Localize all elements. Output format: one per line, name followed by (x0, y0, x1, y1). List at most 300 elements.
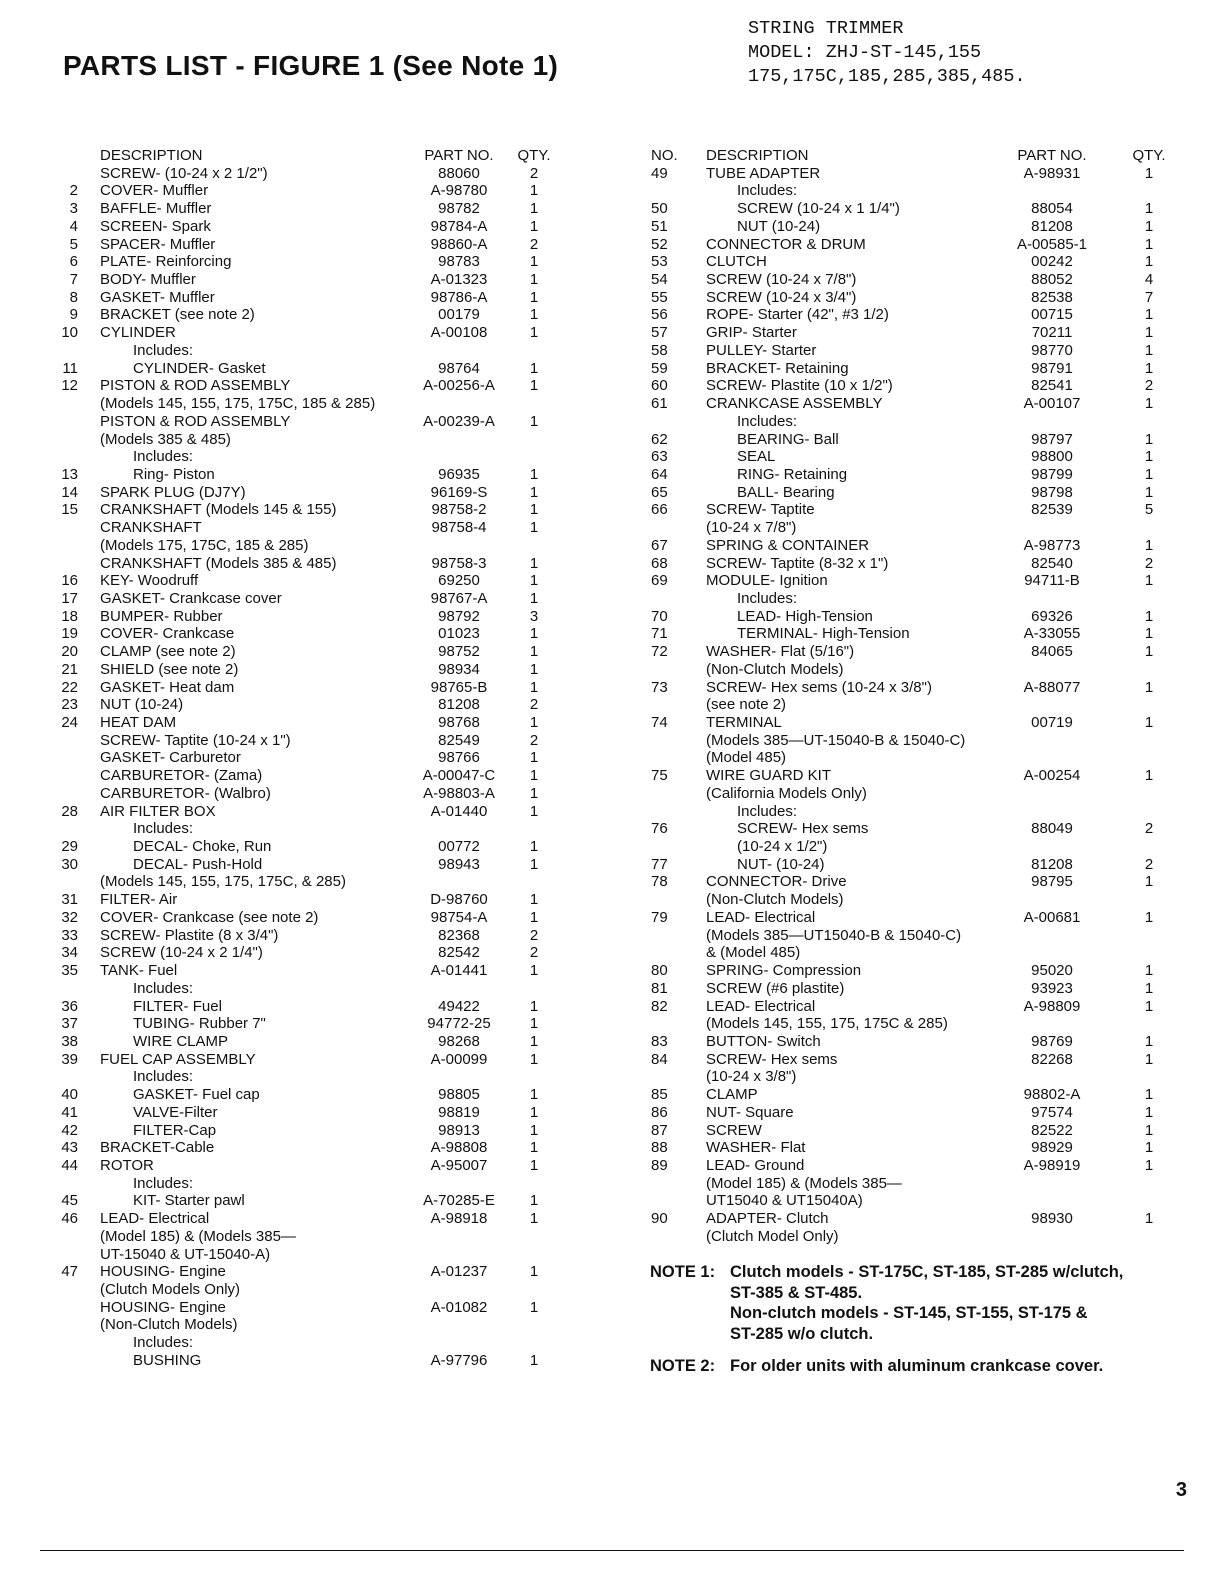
item-description: COVER- Crankcase (see note 2) (100, 908, 319, 926)
table-row (651, 838, 1191, 856)
part-number: A-00047-C (422, 767, 496, 785)
part-number: D-98760 (430, 891, 488, 909)
part-number: 98758-3 (431, 554, 487, 572)
table-row (56, 927, 576, 945)
part-number: A-98780 (430, 182, 488, 200)
table-row (56, 820, 576, 838)
table-row (56, 1192, 576, 1210)
part-number: 98799 (1031, 465, 1073, 483)
part-number: 98934 (438, 660, 480, 678)
part-number: 98764 (438, 359, 480, 377)
item-description: WASHER- Flat (5/16") (706, 643, 855, 661)
quantity: 1 (529, 1103, 539, 1121)
item-number: 83 (651, 1032, 668, 1050)
header-description: DESCRIPTION (706, 147, 809, 164)
table-row (651, 1086, 1191, 1104)
part-number: 98770 (1031, 341, 1073, 359)
quantity: 1 (529, 288, 539, 306)
note-line: ST-285 w/o clutch. (730, 1324, 874, 1343)
quantity: 1 (529, 838, 539, 856)
table-row (651, 200, 1191, 218)
quantity: 1 (529, 1351, 539, 1369)
table-row (56, 377, 576, 395)
item-description: Includes: (133, 1068, 194, 1086)
part-number: 88054 (1031, 200, 1073, 218)
item-description: NUT (10-24) (737, 217, 821, 235)
item-description: PISTON & ROD ASSEMBLY (100, 412, 291, 430)
table-row (56, 1334, 576, 1352)
table-row (56, 519, 576, 537)
item-description: (10-24 x 7/8") (706, 519, 797, 537)
item-description: UT-15040 & UT-15040-A) (100, 1245, 271, 1263)
quantity: 2 (1144, 855, 1154, 873)
part-number: 93923 (1031, 979, 1073, 997)
part-number: 98797 (1031, 430, 1073, 448)
item-number: 51 (651, 217, 668, 235)
item-number: 44 (61, 1156, 78, 1174)
part-number: 98795 (1031, 873, 1073, 891)
item-number: 90 (651, 1210, 668, 1228)
item-description: SCREW- Taptite (8-32 x 1") (706, 554, 889, 572)
item-number: 54 (651, 271, 668, 289)
part-number: 00719 (1031, 714, 1073, 731)
table-row (56, 891, 576, 909)
item-description: GASKET- Carburetor (100, 749, 241, 767)
item-number: 29 (61, 838, 78, 856)
part-number: 98784-A (430, 217, 488, 235)
item-description: BRACKET-Cable (100, 1139, 215, 1157)
part-number: 98754-A (430, 908, 488, 926)
quantity: 4 (1144, 271, 1154, 289)
quantity: 1 (1144, 1086, 1154, 1104)
item-description: SCREW (706, 1121, 762, 1139)
item-number: 78 (651, 873, 668, 891)
item-number: 87 (651, 1121, 668, 1139)
quantity: 1 (529, 855, 539, 873)
part-number: A-01441 (430, 962, 488, 980)
quantity: 1 (529, 377, 539, 395)
part-number: 96935 (438, 465, 480, 483)
item-description: (Non-Clutch Models) (100, 1316, 238, 1334)
item-description: SCREW- Hex sems (706, 1050, 838, 1068)
table-row (651, 1015, 1191, 1033)
item-description: BAFFLE- Muffler (100, 200, 212, 218)
item-description: Includes: (133, 1334, 194, 1352)
item-description: SEAL (737, 448, 776, 466)
quantity: 1 (529, 643, 539, 661)
table-row (56, 1157, 576, 1175)
part-number: 82541 (1031, 377, 1073, 395)
item-description: BALL- Bearing (737, 483, 835, 501)
table-row (56, 1139, 576, 1157)
item-description: KIT- Starter pawl (133, 1192, 245, 1210)
item-description: BUTTON- Switch (706, 1032, 821, 1050)
quantity: 1 (529, 997, 539, 1015)
table-row (651, 182, 1191, 200)
table-row (56, 431, 576, 449)
quantity: 2 (529, 696, 539, 714)
item-description: (Clutch Model Only) (706, 1227, 839, 1245)
item-number: 71 (651, 625, 668, 643)
item-description: BODY- Muffler (100, 271, 196, 289)
quantity: 1 (529, 200, 539, 218)
quantity: 1 (529, 714, 539, 731)
item-description: Includes: (133, 979, 194, 997)
note-label: NOTE 1: (650, 1263, 716, 1281)
item-number: 4 (69, 217, 78, 235)
table-row (651, 927, 1191, 945)
part-number: 84065 (1031, 643, 1073, 661)
part-number: 98769 (1031, 1032, 1073, 1050)
header-description: DESCRIPTION (100, 147, 203, 164)
item-description: RING- Retaining (737, 465, 848, 483)
table-row (651, 537, 1191, 555)
part-number: 81208 (438, 696, 480, 714)
parts-table-left (56, 147, 576, 1370)
quantity: 2 (529, 235, 539, 253)
item-description: (10-24 x 1/2") (737, 838, 828, 856)
item-number: 59 (651, 359, 668, 377)
table-row (651, 767, 1191, 785)
item-number: 57 (651, 324, 668, 342)
table-row (651, 360, 1191, 378)
table-row (56, 360, 576, 378)
part-number: A-98809 (1023, 997, 1081, 1015)
part-number: 98268 (438, 1032, 480, 1050)
part-number: 98860-A (430, 235, 488, 253)
table-row (56, 555, 576, 573)
quantity: 1 (529, 554, 539, 572)
quantity: 1 (1144, 253, 1154, 271)
part-number: 00715 (1031, 306, 1073, 324)
table-row (56, 1033, 576, 1051)
quantity: 2 (529, 164, 539, 182)
item-description: Includes: (737, 412, 798, 430)
part-number: A-88077 (1023, 678, 1081, 696)
item-number: 56 (651, 306, 668, 324)
item-number: 61 (651, 395, 668, 413)
item-description: FILTER-Cap (133, 1121, 217, 1139)
part-number: A-00107 (1023, 395, 1081, 413)
part-number: A-00254 (1023, 767, 1081, 785)
table-row (651, 856, 1191, 874)
table-row (56, 572, 576, 590)
table-row (651, 236, 1191, 254)
quantity: 1 (1144, 1103, 1154, 1121)
part-number: A-98919 (1023, 1156, 1081, 1174)
model-line: MODEL: ZHJ-ST-145,155 (748, 42, 982, 63)
item-description: (Models 145, 155, 175, 175C, 185 & 285) (100, 395, 376, 413)
item-description: ADAPTER- Clutch (706, 1210, 829, 1228)
quantity: 1 (529, 1298, 539, 1316)
part-number: 81208 (1031, 217, 1073, 235)
table-row (56, 413, 576, 431)
table-row (651, 608, 1191, 626)
table-row (651, 466, 1191, 484)
note-line: For older units with aluminum crankcase cover. (730, 1357, 1104, 1375)
part-number: 98929 (1031, 1139, 1073, 1157)
table-row (56, 962, 576, 980)
part-number: A-98918 (430, 1210, 488, 1228)
quantity: 1 (529, 483, 539, 501)
page-title: PARTS LIST - FIGURE 1 (See Note 1) (63, 50, 559, 81)
table-row (651, 661, 1191, 679)
part-number: 98791 (1031, 359, 1073, 377)
table-row (651, 998, 1191, 1016)
quantity: 1 (1144, 1210, 1154, 1228)
quantity: 1 (529, 324, 539, 342)
item-description: SPRING- Compression (706, 962, 862, 980)
part-number: 82542 (438, 944, 480, 962)
item-description: BRACKET- Retaining (706, 359, 849, 377)
part-number: 82539 (1031, 501, 1073, 519)
item-number: 21 (61, 660, 78, 678)
part-number: A-01082 (430, 1298, 488, 1316)
header-qty: QTY. (517, 147, 551, 164)
table-row (651, 484, 1191, 502)
item-description: DECAL- Choke, Run (133, 838, 272, 856)
item-description: GRIP- Starter (706, 324, 797, 342)
item-description: HOUSING- Engine (100, 1298, 226, 1316)
item-number: 28 (61, 802, 78, 820)
item-description: & (Model 485) (706, 944, 801, 962)
quantity: 5 (1144, 501, 1154, 519)
part-number: 82268 (1031, 1050, 1073, 1068)
part-number: 96169-S (430, 483, 488, 501)
note-1 (650, 1262, 1123, 1344)
item-description: GASKET- Heat dam (100, 678, 235, 696)
notes-section (650, 1262, 1123, 1389)
table-row (56, 395, 576, 413)
table-row (651, 342, 1191, 360)
quantity: 1 (1144, 607, 1154, 625)
item-description: TANK- Fuel (100, 962, 178, 980)
table-row (56, 873, 576, 891)
item-number: 42 (61, 1121, 78, 1139)
part-number: 01023 (438, 625, 480, 643)
item-description: HOUSING- Engine (100, 1263, 226, 1281)
item-description: FUEL CAP ASSEMBLY (100, 1050, 256, 1068)
quantity: 1 (529, 625, 539, 643)
table-row (651, 1157, 1191, 1175)
table-row (651, 643, 1191, 661)
table-row (56, 944, 576, 962)
item-description: SPARK PLUG (DJ7Y) (100, 483, 246, 501)
quantity: 3 (529, 607, 539, 625)
item-description: UT15040 & UT15040A) (706, 1192, 863, 1210)
item-description: CRANKCASE ASSEMBLY (706, 395, 883, 413)
part-number: 98819 (438, 1103, 480, 1121)
item-description: DECAL- Push-Hold (133, 855, 263, 873)
item-number: 13 (61, 465, 78, 483)
table-row (651, 1033, 1191, 1051)
part-number: 88049 (1031, 820, 1073, 838)
table-row (56, 590, 576, 608)
part-number: 82549 (438, 731, 480, 749)
table-row (651, 732, 1191, 750)
quantity: 1 (1144, 625, 1154, 643)
quantity: 1 (1144, 678, 1154, 696)
quantity: 1 (529, 908, 539, 926)
item-number: 24 (61, 714, 78, 731)
item-description: SCREW- Taptite (10-24 x 1") (100, 731, 291, 749)
model-line: STRING TRIMMER (748, 18, 904, 39)
quantity: 1 (1144, 306, 1154, 324)
header-part-no: PART NO. (1017, 147, 1087, 164)
table-row (651, 1210, 1191, 1228)
item-description: LEAD- Electrical (706, 997, 816, 1015)
table-row (651, 413, 1191, 431)
part-number: A-00681 (1023, 908, 1081, 926)
table-row (56, 253, 576, 271)
table-row (56, 1352, 576, 1370)
item-number: 80 (651, 962, 668, 980)
item-number: 64 (651, 465, 668, 483)
item-description: (Non-Clutch Models) (706, 891, 844, 909)
table-row (651, 165, 1191, 183)
quantity: 1 (1144, 483, 1154, 501)
quantity: 1 (529, 1015, 539, 1033)
table-row (651, 555, 1191, 573)
part-number: 98943 (438, 855, 480, 873)
table-header (651, 147, 1191, 165)
item-number: 58 (651, 341, 668, 359)
item-description: CYLINDER (100, 324, 176, 342)
table-row (651, 625, 1191, 643)
quantity: 1 (529, 1192, 539, 1210)
note-2 (650, 1356, 1123, 1377)
part-number: 98798 (1031, 483, 1073, 501)
table-row (56, 537, 576, 555)
part-number: 98766 (438, 749, 480, 767)
quantity: 2 (1144, 377, 1154, 395)
item-description: LEAD- Electrical (706, 908, 816, 926)
item-description: (Models 175, 175C, 185 & 285) (100, 536, 309, 554)
header-no: NO. (651, 147, 678, 164)
quantity: 1 (1144, 962, 1154, 980)
table-row (56, 324, 576, 342)
table-row (651, 1228, 1191, 1246)
quantity: 1 (529, 802, 539, 820)
item-number: 72 (651, 643, 668, 661)
table-row (56, 218, 576, 236)
quantity: 1 (529, 501, 539, 519)
quantity: 1 (529, 412, 539, 430)
item-number: 39 (61, 1050, 78, 1068)
item-number: 70 (651, 607, 668, 625)
table-row (56, 1068, 576, 1086)
quantity: 1 (1144, 395, 1154, 413)
item-description: CRANKSHAFT (Models 145 & 155) (100, 501, 337, 519)
item-number: 74 (651, 714, 668, 731)
table-row (651, 1068, 1191, 1086)
item-description: (Clutch Models Only) (100, 1281, 241, 1298)
table-row (651, 1104, 1191, 1122)
quantity: 1 (1144, 1139, 1154, 1157)
table-row (56, 1246, 576, 1264)
part-number: A-98931 (1023, 164, 1081, 182)
table-row (651, 1192, 1191, 1210)
item-description: WASHER- Flat (706, 1139, 806, 1157)
item-number: 73 (651, 678, 668, 696)
table-header (56, 147, 576, 165)
part-number: 98758-4 (431, 519, 487, 537)
item-description: LEAD- Electrical (100, 1210, 210, 1228)
item-description: SCREW (#6 plastite) (706, 979, 845, 997)
table-row (56, 501, 576, 519)
item-description: FILTER- Fuel (133, 997, 222, 1015)
part-number: 98930 (1031, 1210, 1073, 1228)
table-row (56, 696, 576, 714)
table-row (651, 944, 1191, 962)
item-description: SCREW- Plastite (8 x 3/4") (100, 926, 279, 944)
item-description: SHIELD (see note 2) (100, 660, 239, 678)
item-description: (Models 145, 155, 175, 175C & 285) (706, 1015, 948, 1033)
item-description: SCREW- Plastite (10 x 1/2") (706, 377, 893, 395)
table-row (56, 803, 576, 821)
item-description: Includes: (737, 802, 798, 820)
item-description: VALVE-Filter (133, 1103, 218, 1121)
quantity: 1 (529, 253, 539, 271)
part-number: 98792 (438, 607, 480, 625)
item-description: SCREW (10-24 x 3/4") (706, 288, 857, 306)
item-description: CONNECTOR & DRUM (706, 235, 866, 253)
item-description: SCREW (10-24 x 2 1/4") (100, 944, 263, 962)
table-row (56, 1228, 576, 1246)
item-number: 47 (61, 1263, 78, 1281)
item-number: 23 (61, 696, 78, 714)
quantity: 1 (529, 749, 539, 767)
item-description: CLUTCH (706, 253, 767, 271)
quantity: 7 (1144, 288, 1154, 306)
part-number: 82540 (1031, 554, 1073, 572)
table-row (56, 306, 576, 324)
item-description: SPACER- Muffler (100, 235, 216, 253)
item-description: SPRING & CONTAINER (706, 536, 870, 554)
table-row (651, 395, 1191, 413)
quantity: 1 (529, 306, 539, 324)
part-number: 88052 (1031, 271, 1073, 289)
item-description: CLAMP (706, 1086, 758, 1104)
item-description: TERMINAL- High-Tension (737, 625, 910, 643)
item-number: 53 (651, 253, 668, 271)
table-row (56, 200, 576, 218)
item-description: SCREW- (10-24 x 2 1/2") (100, 164, 268, 182)
item-number: 20 (61, 643, 78, 661)
item-description: COVER- Crankcase (100, 625, 235, 643)
item-number: 17 (61, 589, 78, 607)
item-description: SCREW- Taptite (706, 501, 815, 519)
item-number: 62 (651, 430, 668, 448)
note-line: Non-clutch models - ST-145, ST-155, ST-175 & (730, 1304, 1088, 1322)
item-description: Includes: (133, 341, 194, 359)
quantity: 1 (1144, 1032, 1154, 1050)
item-number: 55 (651, 288, 668, 306)
item-number: 3 (69, 200, 78, 218)
item-description: PLATE- Reinforcing (100, 253, 232, 271)
note-line: ST-385 & ST-485. (730, 1283, 863, 1302)
part-number: 49422 (438, 997, 480, 1015)
header-qty: QTY. (1132, 147, 1166, 164)
table-row (56, 767, 576, 785)
item-number: 84 (651, 1050, 668, 1068)
page-number: 3 (1175, 1479, 1187, 1501)
quantity: 2 (1144, 820, 1154, 838)
table-row (56, 466, 576, 484)
item-description: ROTOR (100, 1156, 154, 1174)
item-description: TERMINAL (706, 714, 782, 731)
item-description: PULLEY- Starter (706, 341, 817, 359)
